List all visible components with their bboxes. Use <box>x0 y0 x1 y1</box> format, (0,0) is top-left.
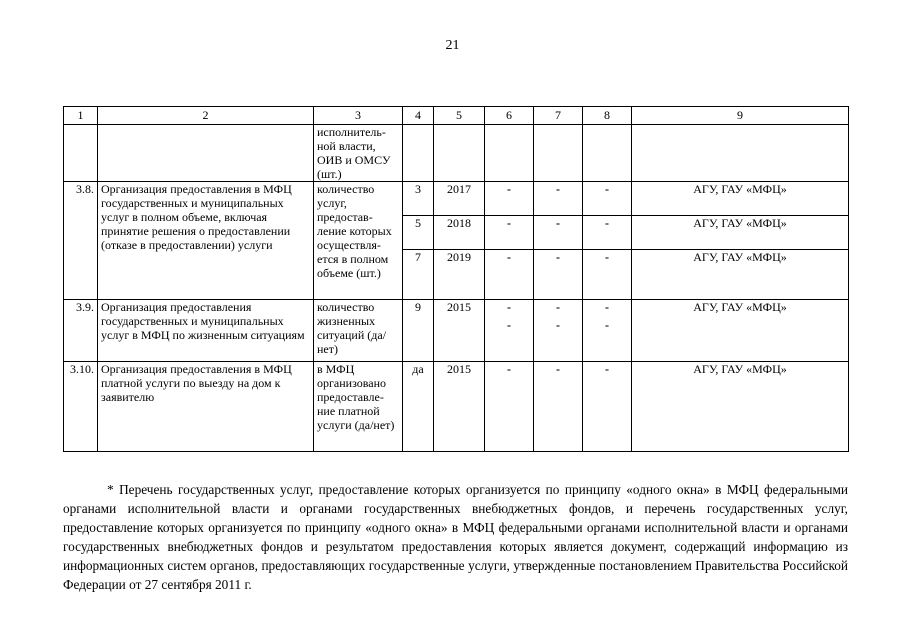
table-header-row <box>64 107 849 125</box>
row-number: 3.10. <box>64 362 98 452</box>
dash-cell: - <box>485 216 534 250</box>
table-row-3-9 <box>64 300 849 362</box>
measure-name: Организация предоставления в МФЦ государственных и муниципальных услуг в полном объеме, включая принятие решения о предоставлении (отказе в предоставлении) услуги <box>98 182 314 300</box>
table-row-continuation <box>64 125 849 182</box>
footnote-text: * Перечень государственных услуг, предоставление которых организуется по принципу «одного окна» в МФЦ федеральными органами исполнительной власти и органами государственных внебюджетных фондов, и перечень государственных услуг, предоставление которых организуется по принципу «одного окна» в МФЦ федеральными органами исполнительной власти и органами государственных внебюджетных фондов и результатом предоставления которых является документ, содержащий информацию из информационных систем органов, предоставляющих государственные услуги, утвержденные постановлением Правительства Российской Федерации от 27 сентября 2011 г. <box>63 482 848 593</box>
year-cell: 2015 <box>434 362 485 452</box>
measure-name: Организация предоставления государственных и муниципальных услуг в МФЦ по жизненным ситуациям <box>98 300 314 362</box>
dash-cell: - <box>485 362 534 452</box>
header-cell: 1 <box>64 107 98 125</box>
table-row-3-8 <box>64 182 849 216</box>
year-cell: 2019 <box>434 250 485 300</box>
year-cell: 2015 <box>434 300 485 362</box>
value-cell: 3 <box>403 182 434 216</box>
indicator-cell: исполнитель-ной власти, ОИВ и ОМСУ (шт.) <box>314 125 403 182</box>
responsible-cell: АГУ, ГАУ «МФЦ» <box>632 250 849 300</box>
responsible-cell: АГУ, ГАУ «МФЦ» <box>632 182 849 216</box>
plan-table <box>63 106 849 452</box>
row-number: 3.9. <box>64 300 98 362</box>
responsible-cell: АГУ, ГАУ «МФЦ» <box>632 300 849 362</box>
value-cell: 9 <box>403 300 434 362</box>
dash-cell: - <box>534 182 583 216</box>
dash-cell: - <box>485 250 534 300</box>
header-cell: 9 <box>632 107 849 125</box>
dash-cell: - <box>534 250 583 300</box>
value-cell: 7 <box>403 250 434 300</box>
page-number: 21 <box>445 38 460 53</box>
year-cell: 2018 <box>434 216 485 250</box>
row-number: 3.8. <box>64 182 98 300</box>
value-cell: да <box>403 362 434 452</box>
dash-cell: - <box>583 362 632 452</box>
header-cell: 4 <box>403 107 434 125</box>
header-cell: 3 <box>314 107 403 125</box>
dash-cell: - <box>583 216 632 250</box>
indicator-cell: количество услуг, предостав-ление которых осуществля-ется в полном объеме (шт.) <box>314 182 403 300</box>
header-cell: 2 <box>98 107 314 125</box>
responsible-cell: АГУ, ГАУ «МФЦ» <box>632 216 849 250</box>
indicator-cell: в МФЦ организовано предоставле-ние платной услуги (да/нет) <box>314 362 403 452</box>
table-row-3-10 <box>64 362 849 452</box>
header-cell: 5 <box>434 107 485 125</box>
dash-cell: - <box>534 362 583 452</box>
responsible-cell: АГУ, ГАУ «МФЦ» <box>632 362 849 452</box>
year-cell: 2017 <box>434 182 485 216</box>
header-cell: 7 <box>534 107 583 125</box>
value-cell: 5 <box>403 216 434 250</box>
dash-cell: - - <box>485 300 534 362</box>
header-cell: 8 <box>583 107 632 125</box>
dash-cell: - <box>583 250 632 300</box>
dash-cell: - - <box>583 300 632 362</box>
measure-name: Организация предоставления в МФЦ платной услуги по выезду на дом к заявителю <box>98 362 314 452</box>
dash-cell: - - <box>534 300 583 362</box>
dash-cell: - <box>485 182 534 216</box>
dash-cell: - <box>583 182 632 216</box>
header-cell: 6 <box>485 107 534 125</box>
indicator-cell: количество жизненных ситуаций (да/нет) <box>314 300 403 362</box>
dash-cell: - <box>534 216 583 250</box>
